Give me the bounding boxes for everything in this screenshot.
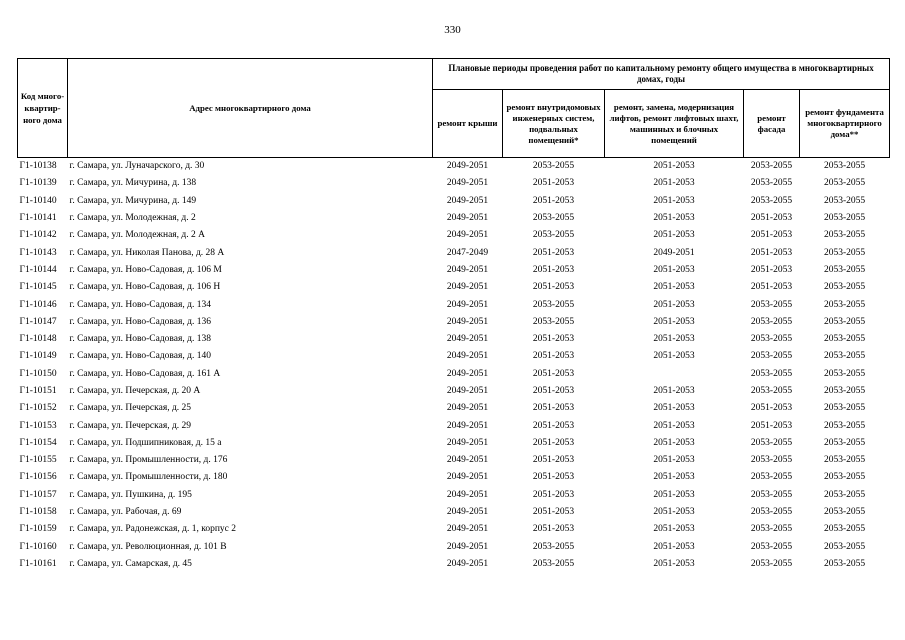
house-code: Г1-10161	[19, 558, 57, 569]
foundation-repair-period: 2053-2055	[823, 437, 866, 448]
house-code: Г1-10140	[19, 195, 57, 206]
systems-repair-period: 2053-2055	[532, 299, 575, 310]
table-row	[18, 487, 890, 504]
table-row	[18, 366, 890, 383]
repair-schedule-table	[17, 58, 890, 573]
house-address: г. Самара, ул. Пушкина, д. 195	[69, 489, 192, 500]
systems-repair-period: 2051-2053	[532, 247, 575, 258]
lifts-repair-period: 2051-2053	[653, 230, 695, 241]
foundation-repair-period: 2053-2055	[823, 507, 866, 518]
roof-repair-period: 2049-2051	[446, 541, 489, 552]
roof-repair-period: 2049-2051	[446, 524, 489, 535]
lifts-repair-period: 2051-2053	[653, 437, 695, 448]
house-code: Г1-10155	[19, 455, 57, 466]
systems-repair-period: 2053-2055	[532, 541, 575, 552]
house-address: г. Самара, ул. Мичурина, д. 149	[69, 195, 197, 206]
roof-repair-period: 2049-2051	[446, 403, 489, 414]
foundation-repair-period: 2053-2055	[823, 316, 866, 327]
facade-repair-period: 2053-2055	[750, 368, 793, 379]
house-address: г. Самара, ул. Радонежская, д. 1, корпус 2	[69, 524, 237, 535]
house-code: Г1-10144	[19, 264, 57, 275]
house-address: г. Самара, ул. Печерская, д. 25	[69, 403, 192, 414]
foundation-repair-period: 2053-2055	[823, 334, 866, 345]
roof-repair-period: 2049-2051	[446, 386, 489, 396]
systems-repair-period: 2051-2053	[532, 351, 575, 362]
house-code: Г1-10147	[19, 316, 57, 327]
header-roof-repair: ремонт крыши	[433, 90, 503, 158]
roof-repair-period: 2049-2051	[446, 558, 489, 569]
foundation-repair-period: 2053-2055	[823, 420, 866, 431]
lifts-repair-period: 2051-2053	[653, 386, 695, 396]
facade-repair-period: 2053-2055	[750, 351, 793, 362]
foundation-repair-period: 2053-2055	[823, 230, 866, 241]
foundation-repair-period: 2053-2055	[823, 368, 866, 379]
table-row	[18, 556, 890, 573]
facade-repair-period: 2051-2053	[750, 420, 793, 431]
foundation-repair-period: 2053-2055	[823, 386, 866, 396]
table-body	[18, 158, 890, 574]
foundation-repair-period: 2053-2055	[800, 158, 890, 176]
lifts-repair-period: 2051-2053	[653, 420, 695, 431]
facade-repair-period: 2051-2053	[750, 247, 793, 258]
table-row	[18, 504, 890, 521]
roof-repair-period: 2049-2051	[446, 368, 489, 379]
house-code: Г1-10160	[19, 541, 57, 552]
roof-repair-period: 2049-2051	[446, 299, 489, 310]
lifts-repair-period: 2051-2053	[653, 507, 695, 518]
facade-repair-period: 2053-2055	[750, 386, 793, 396]
house-address: г. Самара, ул. Революционная, д. 101 В	[69, 541, 227, 552]
systems-repair-period: 2051-2053	[532, 420, 575, 431]
systems-repair-period: 2051-2053	[532, 455, 575, 466]
lifts-repair-period: 2051-2053	[653, 299, 695, 310]
foundation-repair-period: 2053-2055	[823, 351, 866, 362]
lifts-repair-period: 2051-2053	[653, 195, 695, 206]
house-code: Г1-10143	[19, 247, 57, 258]
systems-repair-period: 2051-2053	[532, 524, 575, 535]
systems-repair-period: 2053-2055	[503, 158, 605, 176]
roof-repair-period: 2049-2051	[446, 351, 489, 362]
systems-repair-period: 2051-2053	[532, 264, 575, 275]
foundation-repair-period: 2053-2055	[823, 524, 866, 535]
house-address: г. Самара, ул. Луначарского, д. 30	[68, 158, 433, 176]
systems-repair-period: 2053-2055	[532, 316, 575, 327]
lifts-repair-period: 2051-2053	[653, 316, 695, 327]
lifts-repair-period: 2051-2053	[653, 455, 695, 466]
house-code: Г1-10152	[19, 403, 57, 414]
roof-repair-period: 2049-2051	[446, 178, 489, 189]
lifts-repair-period	[605, 366, 744, 383]
header-lifts-repair: ремонт, замена, модернизация лифтов, ремонт лифтовых шахт, машинных и блочных помещений	[605, 90, 744, 158]
house-address: г. Самара, ул. Николая Панова, д. 28 А	[69, 247, 225, 258]
table-row	[18, 244, 890, 261]
facade-repair-period: 2053-2055	[750, 558, 793, 569]
table-row	[18, 469, 890, 486]
foundation-repair-period: 2053-2055	[823, 472, 866, 483]
house-address: г. Самара, ул. Самарская, д. 45	[69, 558, 192, 569]
lifts-repair-period: 2051-2053	[653, 489, 695, 500]
foundation-repair-period: 2053-2055	[823, 247, 866, 258]
foundation-repair-period: 2053-2055	[823, 213, 866, 224]
facade-repair-period: 2053-2055	[750, 178, 793, 189]
house-code: Г1-10157	[19, 489, 57, 500]
house-code: Г1-10153	[19, 420, 57, 431]
facade-repair-period: 2053-2055	[750, 195, 793, 206]
lifts-repair-period: 2051-2053	[605, 158, 744, 176]
table-row	[18, 348, 890, 365]
house-address: г. Самара, ул. Ново-Садовая, д. 106 Н	[69, 282, 221, 293]
lifts-repair-period: 2051-2053	[653, 472, 695, 483]
header-address: Адрес многоквартирного дома	[68, 59, 433, 158]
systems-repair-period: 2051-2053	[532, 472, 575, 483]
roof-repair-period: 2049-2051	[446, 455, 489, 466]
house-code: Г1-10158	[19, 507, 57, 518]
lifts-repair-period: 2051-2053	[653, 282, 695, 293]
house-code: Г1-10138	[18, 158, 68, 176]
systems-repair-period: 2051-2053	[532, 489, 575, 500]
table-row	[18, 435, 890, 452]
house-code: Г1-10150	[19, 368, 57, 379]
header-code: Код много-квартир-ного дома	[18, 59, 68, 158]
table-row	[18, 452, 890, 469]
lifts-repair-period: 2051-2053	[653, 541, 695, 552]
table-row	[18, 296, 890, 313]
table-header	[18, 59, 890, 158]
house-address: г. Самара, ул. Молодежная, д. 2 А	[69, 230, 205, 241]
foundation-repair-period: 2053-2055	[823, 299, 866, 310]
foundation-repair-period: 2053-2055	[823, 455, 866, 466]
lifts-repair-period: 2051-2053	[653, 558, 695, 569]
roof-repair-period: 2049-2051	[446, 264, 489, 275]
house-address: г. Самара, ул. Ново-Садовая, д. 140	[69, 351, 211, 362]
facade-repair-period: 2053-2055	[750, 455, 793, 466]
house-address: г. Самара, ул. Ново-Садовая, д. 106 М	[69, 264, 222, 275]
roof-repair-period: 2049-2051	[446, 316, 489, 327]
roof-repair-period: 2049-2051	[433, 158, 503, 176]
house-code: Г1-10151	[19, 386, 57, 396]
systems-repair-period: 2053-2055	[532, 213, 575, 224]
facade-repair-period: 2051-2053	[750, 403, 793, 414]
foundation-repair-period: 2053-2055	[823, 178, 866, 189]
systems-repair-period: 2053-2055	[532, 230, 575, 241]
header-foundation-repair: ремонт фундамента многоквартирного дома**	[800, 90, 890, 158]
roof-repair-period: 2049-2051	[446, 195, 489, 206]
foundation-repair-period: 2053-2055	[823, 264, 866, 275]
header-facade-repair: ремонт фасада	[744, 90, 800, 158]
facade-repair-period: 2053-2055	[750, 507, 793, 518]
foundation-repair-period: 2053-2055	[823, 195, 866, 206]
systems-repair-period: 2051-2053	[532, 386, 575, 396]
table-row	[18, 400, 890, 417]
facade-repair-period: 2053-2055	[750, 437, 793, 448]
house-address: г. Самара, ул. Ново-Садовая, д. 136	[69, 316, 211, 327]
house-address: г. Самара, ул. Рабочая, д. 69	[69, 507, 182, 518]
house-code: Г1-10159	[19, 524, 57, 535]
table-row	[18, 175, 890, 192]
foundation-repair-period: 2053-2055	[823, 403, 866, 414]
house-code: Г1-10142	[19, 230, 57, 241]
page-number: 330	[444, 24, 461, 36]
roof-repair-period: 2047-2049	[446, 247, 489, 258]
table-row	[18, 417, 890, 434]
facade-repair-period: 2051-2053	[750, 264, 793, 275]
table-row	[18, 539, 890, 556]
systems-repair-period: 2051-2053	[532, 368, 575, 379]
facade-repair-period: 2053-2055	[750, 299, 793, 310]
table-row	[18, 314, 890, 331]
house-code: Г1-10146	[19, 299, 57, 310]
table-row	[18, 262, 890, 279]
roof-repair-period: 2049-2051	[446, 213, 489, 224]
house-code: Г1-10141	[19, 213, 57, 224]
house-code: Г1-10154	[19, 437, 57, 448]
house-code: Г1-10145	[19, 282, 57, 293]
table-row	[18, 210, 890, 227]
table-row	[18, 279, 890, 296]
lifts-repair-period: 2051-2053	[653, 213, 695, 224]
house-address: г. Самара, ул. Молодежная, д. 2	[69, 213, 196, 224]
roof-repair-period: 2049-2051	[446, 437, 489, 448]
lifts-repair-period: 2051-2053	[653, 351, 695, 362]
roof-repair-period: 2049-2051	[446, 282, 489, 293]
house-address: г. Самара, ул. Ново-Садовая, д. 138	[69, 334, 211, 345]
systems-repair-period: 2051-2053	[532, 178, 575, 189]
facade-repair-period: 2053-2055	[750, 334, 793, 345]
facade-repair-period: 2053-2055	[750, 472, 793, 483]
table-row	[18, 383, 890, 400]
lifts-repair-period: 2051-2053	[653, 524, 695, 535]
facade-repair-period: 2053-2055	[750, 524, 793, 535]
facade-repair-period: 2053-2055	[750, 316, 793, 327]
foundation-repair-period: 2053-2055	[823, 541, 866, 552]
facade-repair-period: 2053-2055	[744, 158, 800, 176]
house-address: г. Самара, ул. Печерская, д. 20 А	[69, 386, 201, 396]
systems-repair-period: 2051-2053	[532, 507, 575, 518]
house-address: г. Самара, ул. Ново-Садовая, д. 134	[69, 299, 211, 310]
facade-repair-period: 2053-2055	[750, 541, 793, 552]
systems-repair-period: 2051-2053	[532, 437, 575, 448]
house-address: г. Самара, ул. Промышленности, д. 176	[69, 455, 228, 466]
facade-repair-period: 2051-2053	[750, 230, 793, 241]
header-systems-repair: ремонт внутридомовых инженерных систем, подвальных помещений*	[503, 90, 605, 158]
foundation-repair-period: 2053-2055	[823, 489, 866, 500]
facade-repair-period: 2051-2053	[750, 282, 793, 293]
roof-repair-period: 2049-2051	[446, 334, 489, 345]
roof-repair-period: 2049-2051	[446, 230, 489, 241]
lifts-repair-period: 2051-2053	[653, 334, 695, 345]
table-row	[18, 193, 890, 210]
systems-repair-period: 2051-2053	[532, 403, 575, 414]
house-address: г. Самара, ул. Мичурина, д. 138	[69, 178, 197, 189]
roof-repair-period: 2049-2051	[446, 507, 489, 518]
facade-repair-period: 2051-2053	[750, 213, 793, 224]
facade-repair-period: 2053-2055	[750, 489, 793, 500]
systems-repair-period: 2051-2053	[532, 195, 575, 206]
roof-repair-period: 2049-2051	[446, 489, 489, 500]
foundation-repair-period: 2053-2055	[823, 282, 866, 293]
table-row	[18, 158, 890, 176]
systems-repair-period: 2053-2055	[532, 558, 575, 569]
house-address: г. Самара, ул. Подшипниковая, д. 15 а	[69, 437, 222, 448]
house-code: Г1-10149	[19, 351, 57, 362]
lifts-repair-period: 2051-2053	[653, 264, 695, 275]
lifts-repair-period: 2051-2053	[653, 403, 695, 414]
house-code: Г1-10139	[19, 178, 57, 189]
roof-repair-period: 2049-2051	[446, 420, 489, 431]
systems-repair-period: 2051-2053	[532, 282, 575, 293]
header-planned-periods: Плановые периоды проведения работ по капитальному ремонту общего имущества в многоквартирных домах, годы	[433, 59, 890, 90]
table-row	[18, 227, 890, 244]
table-row	[18, 521, 890, 538]
house-address: г. Самара, ул. Ново-Садовая, д. 161 А	[69, 368, 221, 379]
roof-repair-period: 2049-2051	[446, 472, 489, 483]
table-row	[18, 331, 890, 348]
house-address: г. Самара, ул. Промышленности, д. 180	[69, 472, 228, 483]
systems-repair-period: 2051-2053	[532, 334, 575, 345]
lifts-repair-period: 2049-2051	[653, 247, 695, 258]
lifts-repair-period: 2051-2053	[653, 178, 695, 189]
foundation-repair-period: 2053-2055	[823, 558, 866, 569]
house-address: г. Самара, ул. Печерская, д. 29	[69, 420, 192, 431]
house-code: Г1-10156	[19, 472, 57, 483]
house-code: Г1-10148	[19, 334, 57, 345]
